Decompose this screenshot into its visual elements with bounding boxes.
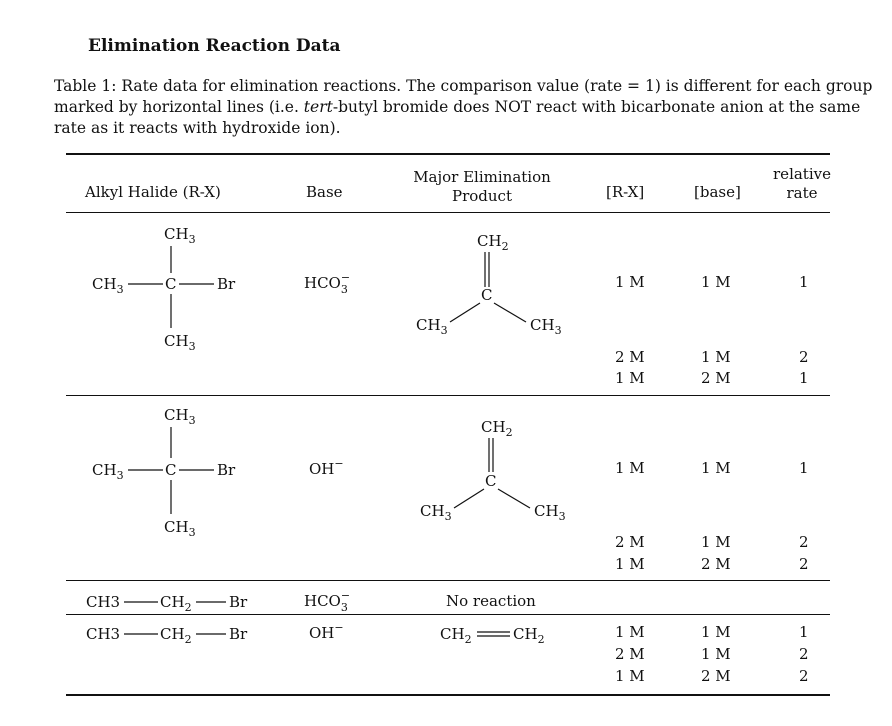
- bond-to-right-methyl: [494, 303, 526, 322]
- svg-text:CH3: $CH_3$: [420, 502, 452, 523]
- rx-cell: 2 M: [615, 348, 645, 366]
- header-rx-conc: [R-X]: [606, 183, 645, 201]
- base-cell: 1 M: [701, 459, 731, 477]
- bromine-label: Br: [217, 275, 236, 293]
- svg-text:CH3: $CH_3$: [416, 316, 448, 337]
- tert-butyl-bromide-structure-1: [92, 225, 236, 353]
- svg-text:HCO3−: $HCO_3-$: [304, 271, 351, 296]
- ethyl-bromide-structure-1: [86, 593, 248, 614]
- rx-cell: 2 M: [615, 645, 645, 663]
- ch3-left-label: $CH_3$: [92, 275, 124, 296]
- svg-text:C: C: [485, 472, 497, 490]
- page-title: Elimination Reaction Data: [88, 36, 341, 56]
- header-product-line2: Product: [452, 187, 512, 205]
- svg-text:Br: Br: [229, 593, 248, 611]
- header-rate-line2: rate: [786, 184, 818, 202]
- svg-text:CH2: $CH_2$: [160, 593, 192, 614]
- rate-cell: 2: [799, 645, 809, 663]
- isobutylene-product-1: [416, 232, 562, 337]
- svg-text:CH3: $CH_3$: [164, 518, 196, 539]
- carbon-label: C: [165, 275, 177, 293]
- bond-to-left-methyl: [450, 303, 480, 322]
- svg-text:CH3: CH3: [86, 625, 121, 643]
- base-hydroxide-1: [309, 457, 344, 478]
- svg-text:CH3: $CH_3$: [164, 406, 196, 427]
- no-reaction-label: No reaction: [446, 592, 536, 610]
- svg-text:OH−: OH−: [309, 457, 344, 478]
- rate-cell: 2: [799, 533, 809, 551]
- rx-cell: 1 M: [615, 273, 645, 291]
- alkene-carbon: C: [481, 286, 493, 304]
- isobutylene-product-2: [420, 418, 566, 523]
- base-cell: 1 M: [701, 348, 731, 366]
- caption-text-start: Table 1: Rate data for elimination reactions. The comparison value (rate = 1) is different for each group marked by horizontal lines (i.e.: [54, 77, 873, 116]
- svg-text:CH3: $CH_3$: [530, 316, 562, 337]
- tert-butyl-bromide-structure-2: [92, 406, 236, 539]
- base-cell: 1 M: [701, 645, 731, 663]
- header-base-conc: [base]: [694, 183, 741, 201]
- base-bicarbonate-2: [304, 589, 350, 614]
- caption-text-end: -butyl bromide does NOT react with bicarbonate anion at the same rate as it reacts with hydroxide ion).: [54, 98, 861, 137]
- rx-cell: 1 M: [615, 555, 645, 573]
- svg-text:CH3: $CH_3$: [534, 502, 566, 523]
- svg-text:CH3: CH3: [86, 593, 121, 611]
- rate-cell: 2: [799, 348, 809, 366]
- rate-cell: 1: [799, 459, 809, 477]
- base-cell: 2 M: [701, 667, 731, 685]
- ethylene-product: [440, 625, 545, 646]
- svg-text:Br: Br: [229, 625, 248, 643]
- rate-cell: 1: [799, 369, 809, 387]
- base-cell: 2 M: [701, 369, 731, 387]
- base-cell: 1 M: [701, 533, 731, 551]
- rate-cell: 1: [799, 623, 809, 641]
- base-cell: 1 M: [701, 623, 731, 641]
- base-bicarbonate-1: [304, 271, 350, 296]
- caption-italic-tert: tert: [303, 98, 333, 116]
- svg-text:CH2: $CH_2$: [160, 625, 192, 646]
- svg-text:C: C: [165, 461, 177, 479]
- svg-text:CH2: $CH_2$: [513, 625, 545, 646]
- svg-text:CH2: $CH_2$: [477, 232, 509, 253]
- svg-text:CH2: $CH_2$: [440, 625, 472, 646]
- header-rate-line1: relative: [773, 165, 831, 183]
- rx-cell: 1 M: [615, 369, 645, 387]
- rate-cell: 1: [799, 273, 809, 291]
- base-cell: 1 M: [701, 273, 731, 291]
- rx-cell: 1 M: [615, 623, 645, 641]
- rx-cell: 2 M: [615, 533, 645, 551]
- svg-text:CH3: $CH_3$: [92, 461, 124, 482]
- header-base: Base: [306, 183, 343, 201]
- header-alkyl-halide: Alkyl Halide (R-X): [85, 183, 221, 201]
- rx-cell: 1 M: [615, 667, 645, 685]
- rx-cell: 1 M: [615, 459, 645, 477]
- svg-text:CH2: $CH_2$: [481, 418, 513, 439]
- base-hydroxide-2: [309, 621, 344, 642]
- base-cell: 2 M: [701, 555, 731, 573]
- svg-text:Br: Br: [217, 461, 236, 479]
- svg-text:HCO3−: $HCO_3-$: [304, 589, 351, 614]
- ethyl-bromide-structure-2: [86, 625, 248, 646]
- ch3-top-label: $CH_3$: [164, 225, 196, 246]
- rate-cell: 2: [799, 555, 809, 573]
- rate-cell: 2: [799, 667, 809, 685]
- svg-text:OH−: OH−: [309, 621, 344, 642]
- ch3-bottom-label: $CH_3$: [164, 332, 196, 353]
- header-product-line1: Major Elimination: [413, 168, 551, 186]
